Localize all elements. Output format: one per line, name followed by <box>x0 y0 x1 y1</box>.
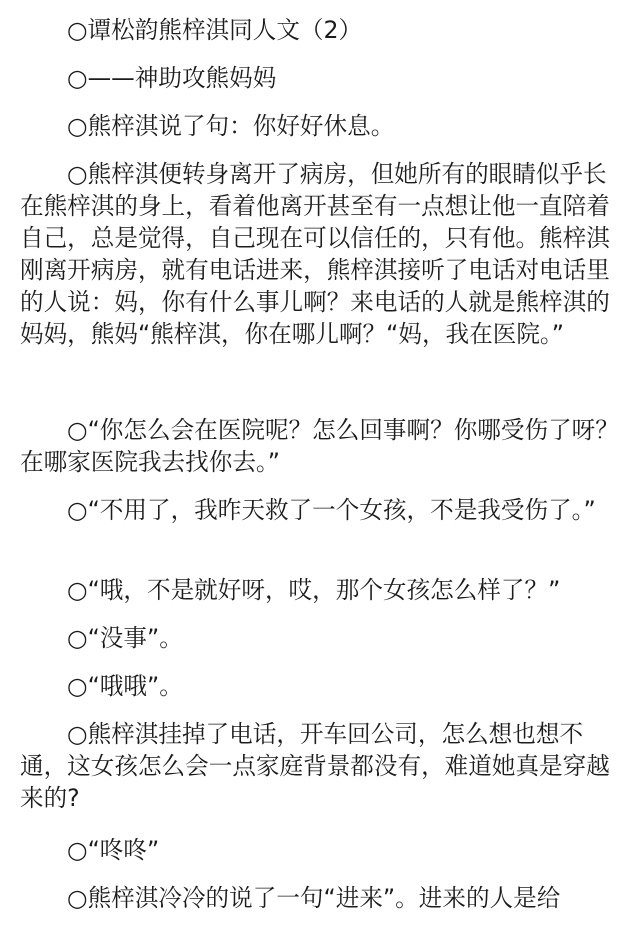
paragraph: ○熊梓淇冷冷的说了一句“进来”。进来的人是给 <box>67 884 561 912</box>
paragraph: ○“没事”。 <box>67 624 183 652</box>
article-subtitle: ○——神助攻熊妈妈 <box>67 64 277 92</box>
paragraph: ○“哦，不是就好呀，哎，那个女孩怎么样了？” <box>67 576 561 604</box>
paragraph: ○“你怎么会在医院呢？怎么回事啊？你哪受伤了呀？在哪家医院我去找你去。” <box>20 416 619 476</box>
paragraph: ○“不用了，我昨天救了一个女孩，不是我受伤了。” <box>67 496 596 524</box>
paragraph: ○熊梓淇说了句：你好好休息。 <box>67 112 395 140</box>
article-title: ○谭松韵熊梓淇同人文（2） <box>67 16 363 44</box>
paragraph: ○熊梓淇便转身离开了病房，但她所有的眼睛似乎长在熊梓淇的身上，看着他离开甚至有一点想让他一直陪着自己，总是觉得，自己现在可以信任的，只有他。熊梓淇刚离开病房，就有电话进来，熊梓淇接听了电话对电话里的人说：妈，你有什么事儿啊？来电话的人就是熊梓淇的妈妈，熊妈“熊梓淇，你在哪儿啊？“妈，我在医院。” <box>20 160 610 348</box>
paragraph: ○“哦哦”。 <box>67 672 183 700</box>
paragraph: ○“咚咚” <box>67 836 160 864</box>
paragraph: ○熊梓淇挂掉了电话，开车回公司，怎么想也想不通，这女孩怎么会一点家庭背景都没有，难道她真是穿越来的? <box>20 720 610 812</box>
